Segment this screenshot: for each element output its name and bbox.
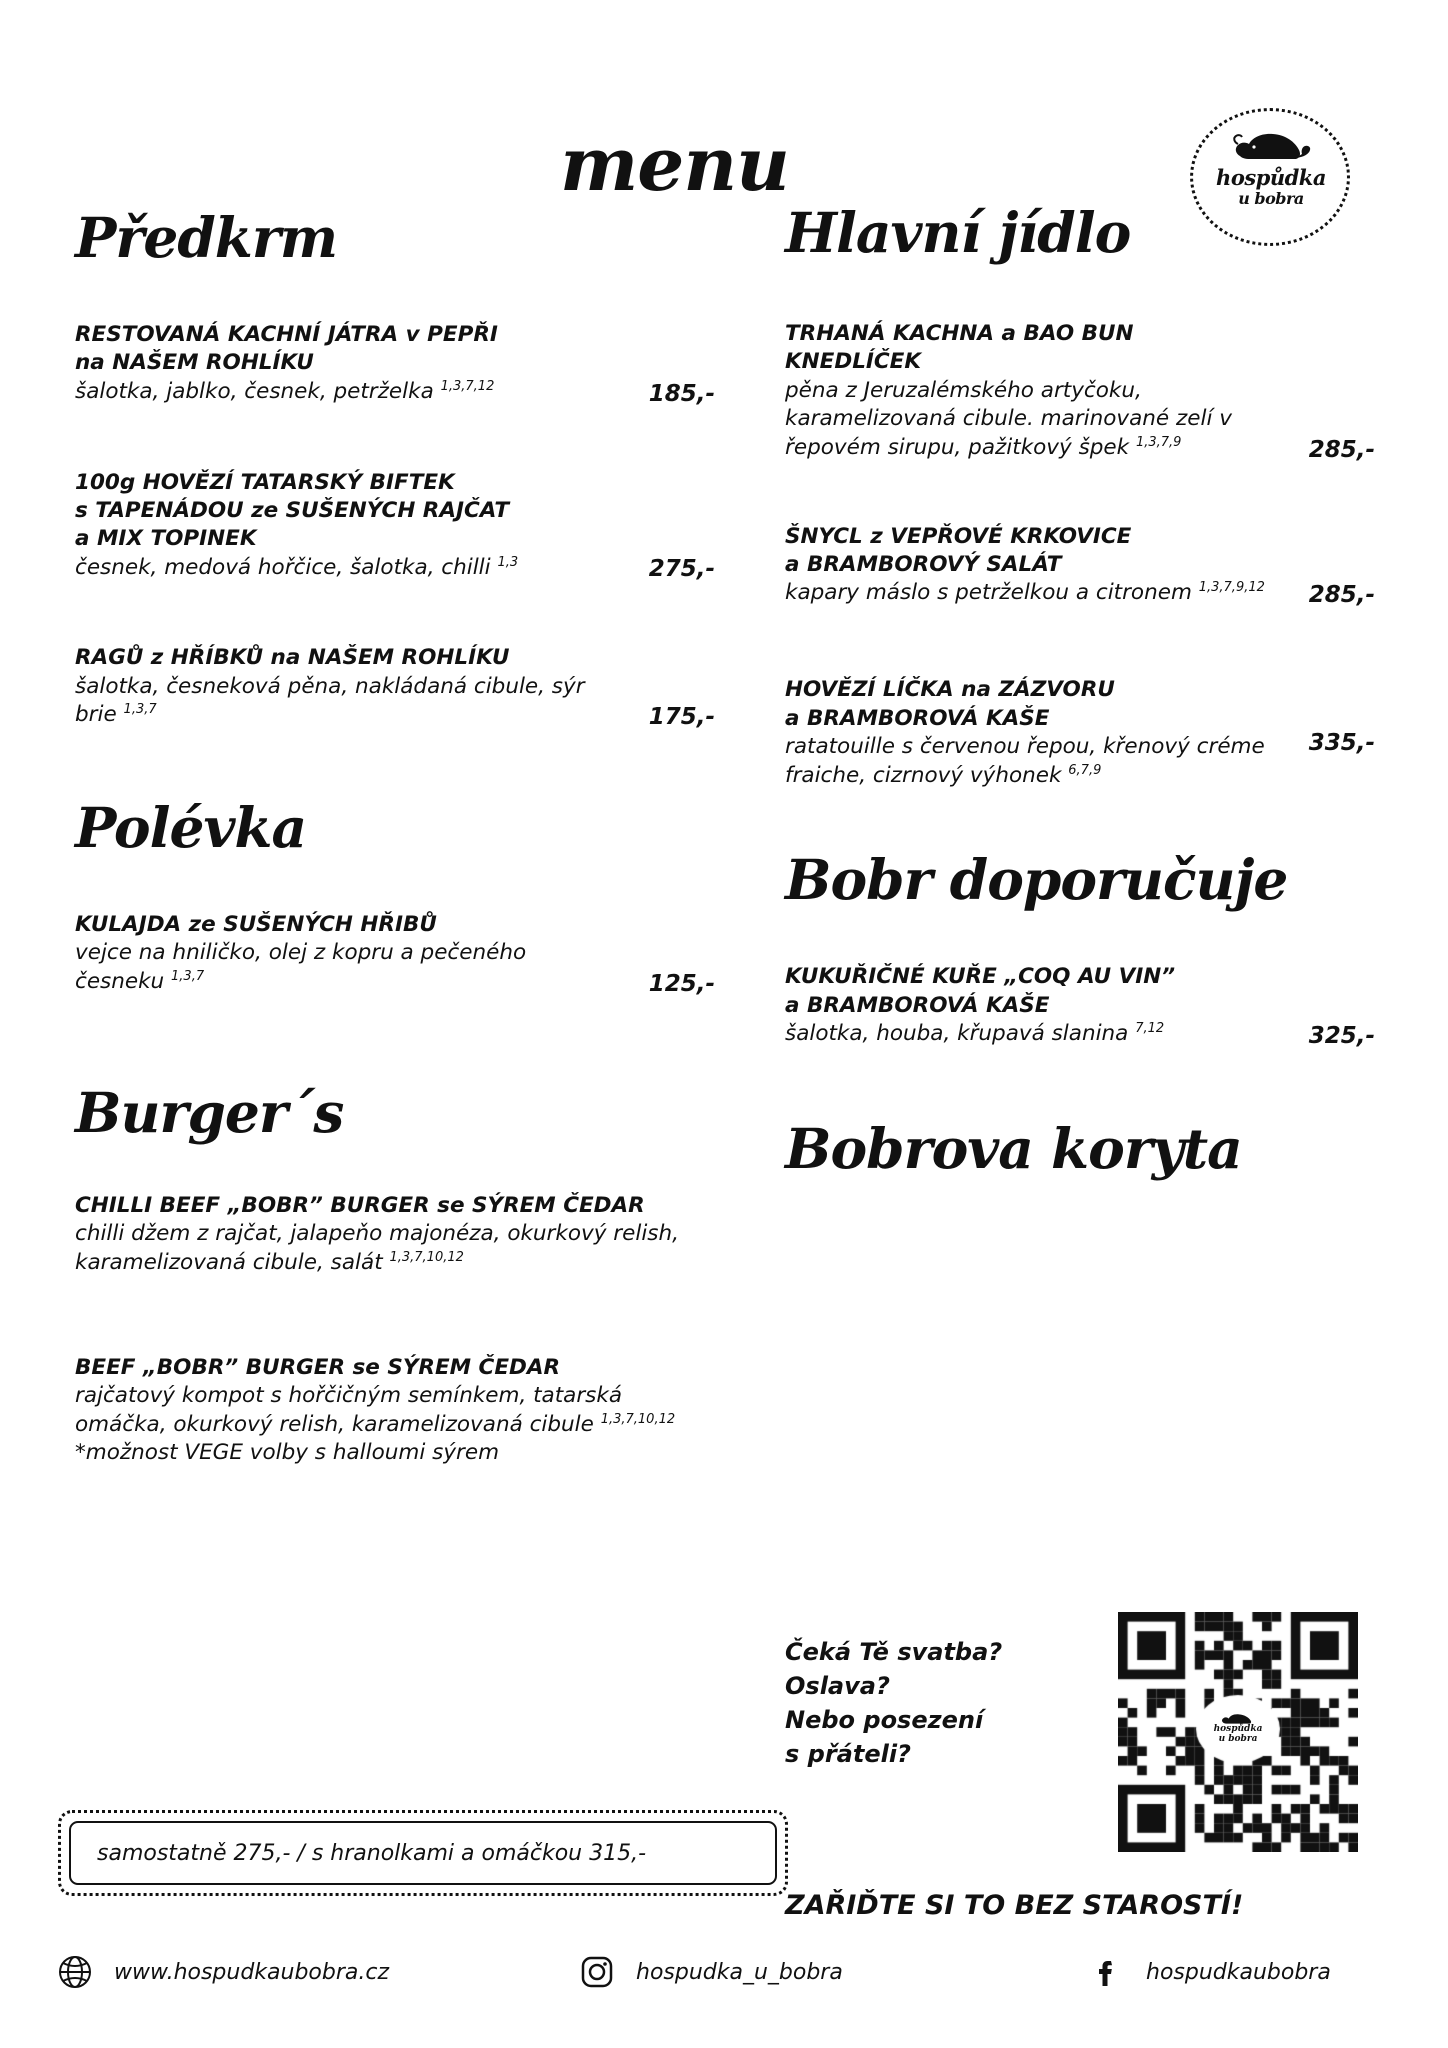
item-description: česnek, medová hořčice, šalotka, chilli $^{1,3}$ (75, 554, 519, 580)
item-name-line: KUKUŘIČNÉ KUŘE „COQ AU VIN” (785, 964, 1176, 990)
item-name-line: BEEF „BOBR” BURGER se SÝREM ČEDAR (75, 1354, 561, 1380)
item-description: vejce na hniličko, olej z kopru a pečeného česneku $^{1,3,7}$ (75, 940, 527, 995)
allergens: 1,3,7,10,12 (600, 1411, 676, 1427)
item-name-line: CHILLI BEEF „BOBR” BURGER se SÝREM ČEDAR (75, 1192, 645, 1218)
instagram-icon (580, 1955, 614, 1989)
item-name (785, 523, 1375, 580)
item-name (75, 911, 715, 939)
globe-icon (58, 1955, 92, 1989)
item-price: 285,- (1308, 436, 1375, 463)
item-description: chilli džem z rajčat, jalapeňo majonéza, okurkový relish, karamelizovaná cibule, salát $^{1,3,7,10,12}$ (75, 1221, 679, 1275)
item-price: 325,- (1308, 1022, 1375, 1049)
item-name-line: 100g HOVĚZÍ TATARSKÝ BIFTEK (75, 469, 455, 495)
section-heading-hlavni-jidlo: Hlavní jídlo (785, 200, 1131, 265)
menu-item (75, 469, 715, 583)
item-name-line: a BRAMBOROVÁ KAŠE (785, 705, 1050, 731)
item-description: rajčatový kompot s hořčičným semínkem, tatarská omáčka, okurkový relish, karamelizovaná cibule $^{1,3,7,10,12}$ (75, 1382, 676, 1437)
beaver-icon (1232, 130, 1312, 164)
page-title: menu (560, 122, 789, 208)
left-column (75, 205, 715, 1496)
item-price: 335,- (1308, 730, 1375, 757)
item-name-line: RESTOVANÁ KACHNÍ JÁTRA v PEPŘI (75, 322, 498, 347)
item-description: šalotka, česneková pěna, nakládaná cibule, sýr brie $^{1,3,7}$ (75, 673, 585, 728)
allergens: 1,3,7,12 (440, 378, 495, 394)
item-name (75, 1354, 715, 1382)
logo-wordmark (1196, 166, 1346, 209)
menu-item (75, 321, 715, 407)
footer-website[interactable] (58, 1955, 389, 1989)
item-name (785, 676, 1375, 733)
allergens: 1,3 (497, 554, 519, 570)
menu-item (75, 1354, 715, 1468)
item-description: kapary máslo s petrželkou a citronem $^{1,3,7,9,12}$ (785, 580, 1265, 606)
section-heading-burgers: Burger´s (75, 1079, 344, 1145)
allergens: 1,3,7 (123, 702, 157, 718)
menu-item (75, 644, 715, 730)
item-name-line: KULAJDA ze SUŠENÝCH HŘIBŮ (75, 912, 437, 938)
section-heading-polevka: Polévka (75, 795, 307, 861)
allergens: 1,3,7,9 (1135, 434, 1182, 450)
allergens: 6,7,9 (1068, 762, 1102, 778)
item-name-line: a BRAMBOROVÁ KAŠE (785, 992, 1050, 1018)
item-name-line: RAGŮ z HŘÍBKŮ na NAŠEM ROHLÍKU (75, 645, 510, 671)
item-name-line: s TAPENÁDOU ze SUŠENÝCH RAJČAT (75, 497, 510, 523)
footer (0, 1955, 1448, 2045)
section-heading-bobrova-koryta: Bobrova koryta (785, 1115, 1242, 1181)
item-name-line: na NAŠEM ROHLÍKU (75, 350, 314, 376)
menu-item (75, 911, 715, 997)
footer-website-label: www.hospudkaubobra.cz (114, 1959, 390, 1985)
koryta-question-line: s přáteli? (785, 1740, 911, 1769)
allergens: 1,3,7,9,12 (1198, 580, 1265, 596)
item-price: 285,- (1308, 582, 1375, 609)
qr-badge-name: hospůdka (1213, 1724, 1263, 1735)
footer-instagram[interactable] (580, 1955, 843, 1989)
burger-price-box (58, 1810, 788, 1896)
menu-item (785, 320, 1375, 463)
item-description: šalotka, houba, křupavá slanina $^{7,12}$ (785, 1021, 1165, 1047)
item-name-line: KNEDLÍČEK (785, 349, 922, 375)
item-description: šalotka, jablko, česnek, petrželka $^{1,3,7,12}$ (75, 378, 495, 404)
logo-name: hospůdka (1216, 165, 1326, 190)
koryta-question-line: Nebo posezení (785, 1706, 984, 1735)
item-price: 175,- (648, 704, 715, 731)
allergens: 7,12 (1135, 1021, 1165, 1037)
allergens: 1,3,7 (171, 969, 205, 985)
qr-code[interactable] (1118, 1612, 1358, 1852)
menu-item (75, 1192, 715, 1278)
allergens: 1,3,7,10,12 (389, 1249, 464, 1265)
menu-item (785, 523, 1375, 609)
item-name-line: a BRAMBOROVÝ SALÁT (785, 552, 1062, 578)
item-price: 275,- (648, 556, 715, 583)
koryta-cta: ZAŘIĎTE SI TO BEZ STAROSTÍ! (785, 1890, 1244, 1921)
item-name (785, 320, 1375, 377)
menu-item (785, 963, 1375, 1049)
item-name-line: a MIX TOPINEK (75, 526, 257, 552)
item-name-line: TRHANÁ KACHNA a BAO BUN (785, 321, 1134, 346)
koryta-question-line: Čeká Tě svatba? (785, 1638, 1003, 1666)
item-price: 125,- (648, 970, 715, 997)
item-name (75, 1192, 715, 1220)
item-note: *možnost VEGE volby s halloumi sýrem (75, 1440, 500, 1466)
section-heading-predkrm: Předkrm (75, 205, 338, 270)
item-name (785, 963, 1375, 1020)
menu-item (785, 676, 1375, 790)
burger-price-text: samostatně 275,- / s hranolkami a omáčkou 315,- (97, 1840, 647, 1866)
item-description: pěna z Jeruzalémského artyčoku, karamelizovaná cibule. marinované zelí v řepovém sirupu, pažitkový špek $^{1,3,7,9}$ (785, 377, 1232, 461)
right-column (785, 200, 1375, 1184)
item-name (75, 644, 715, 672)
item-name (75, 321, 715, 378)
item-name (75, 469, 715, 554)
item-price: 185,- (648, 380, 715, 407)
koryta-question-block (785, 1635, 1085, 1771)
footer-facebook[interactable] (1090, 1955, 1331, 1989)
item-description: ratatouille s červenou řepou, křenový créme fraiche, cizrnový výhonek $^{6,7,9}$ (785, 733, 1265, 788)
logo-subname: u bobra (1238, 189, 1304, 209)
footer-facebook-label: hospudkaubobra (1146, 1959, 1331, 1985)
facebook-icon (1090, 1955, 1124, 1989)
section-heading-bobr-doporucuje: Bobr doporučuje (785, 847, 1288, 913)
koryta-question-line: Oslava? (785, 1672, 890, 1701)
qr-center-logo (1200, 1698, 1276, 1760)
footer-instagram-label: hospudka_u_bobra (636, 1959, 843, 1985)
item-name-line: ŠNYCL z VEPŘOVÉ KRKOVICE (785, 523, 1132, 549)
qr-badge-sub: u bobra (1218, 1734, 1258, 1744)
item-name-line: HOVĚZÍ LÍČKA na ZÁZVORU (785, 677, 1115, 703)
